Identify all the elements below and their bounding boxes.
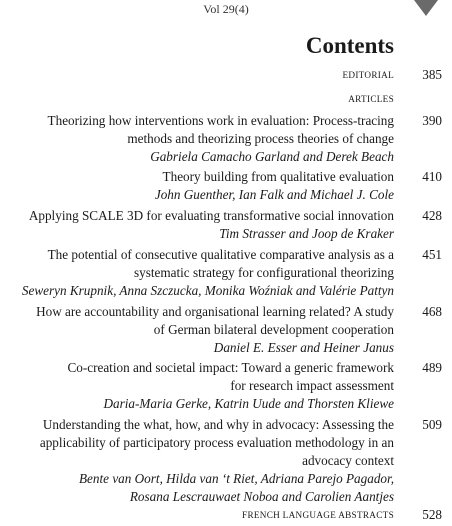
volume-label: Vol 29(4) bbox=[203, 2, 249, 16]
entry-authors: Tim Strasser and Joop de Kraker bbox=[219, 226, 394, 241]
entry-authors: Daria-Maria Gerke, Katrin Uude and Thorsten Kliewe bbox=[103, 396, 394, 411]
entry-page: 390 bbox=[422, 113, 442, 128]
contents-heading: Contents bbox=[305, 33, 394, 58]
toc-entry[interactable] bbox=[12, 416, 394, 506]
toc-entry[interactable] bbox=[12, 207, 394, 243]
toc-entry[interactable] bbox=[12, 246, 394, 300]
entry-page: 451 bbox=[422, 247, 442, 262]
entry-title: systematic strategy for configurational theorizing bbox=[133, 265, 394, 280]
entry-authors: Bente van Oort, Hilda van ‘t Riet, Adriana Parejo Pagador, bbox=[79, 471, 394, 486]
editorial-label: EDITORIAL bbox=[342, 70, 394, 80]
entry-title: Theory building from qualitative evaluation bbox=[162, 169, 394, 184]
toc-entry[interactable] bbox=[12, 168, 394, 204]
french-abstracts-label: FRENCH LANGUAGE ABSTRACTS bbox=[242, 510, 394, 520]
toc-entry[interactable] bbox=[12, 112, 394, 166]
entry-title: of German bilateral development cooperation bbox=[153, 322, 394, 337]
entry-page: 509 bbox=[422, 417, 442, 432]
editorial-page: 385 bbox=[422, 67, 442, 82]
french-abstracts-page: 528 bbox=[422, 507, 442, 522]
entry-title: Co-creation and societal impact: Toward a generic framework bbox=[67, 360, 394, 375]
entry-authors: Seweryn Krupnik, Anna Szczucka, Monika Woźniak and Valérie Pattyn bbox=[21, 283, 394, 298]
entry-title: methods and theorizing process theories of change bbox=[127, 131, 394, 146]
entry-title: applicability of participatory process evaluation methodology in an bbox=[39, 435, 394, 450]
entry-page: 428 bbox=[422, 208, 442, 223]
entry-title: Theorizing how interventions work in evaluation: Process-tracing bbox=[47, 113, 394, 128]
entry-authors: Gabriela Camacho Garland and Derek Beach bbox=[150, 149, 394, 164]
toc-entry[interactable] bbox=[12, 359, 394, 413]
entry-title: How are accountability and organisational learning related? A study bbox=[36, 304, 394, 319]
toc-entry[interactable] bbox=[12, 303, 394, 357]
articles-section-label: ARTICLES bbox=[348, 94, 394, 104]
page-corner-mark bbox=[414, 0, 438, 16]
entry-page: 468 bbox=[422, 304, 442, 319]
entry-title: advocacy context bbox=[302, 453, 394, 468]
entry-title: Understanding the what, how, and why in advocacy: Assessing the bbox=[42, 417, 394, 432]
entry-title: The potential of consecutive qualitative comparative analysis as a bbox=[47, 247, 394, 262]
entry-authors: John Guenther, Ian Falk and Michael J. Cole bbox=[154, 187, 394, 202]
entry-authors: Rosana Lescrauwaet Noboa and Carolien Aantjes bbox=[129, 489, 394, 504]
entry-title: Applying SCALE 3D for evaluating transformative social innovation bbox=[28, 208, 394, 223]
entry-page: 410 bbox=[422, 169, 442, 184]
entry-authors: Daniel E. Esser and Heiner Janus bbox=[213, 340, 394, 355]
entry-title: for research impact assessment bbox=[230, 378, 394, 393]
entry-page: 489 bbox=[422, 360, 442, 375]
